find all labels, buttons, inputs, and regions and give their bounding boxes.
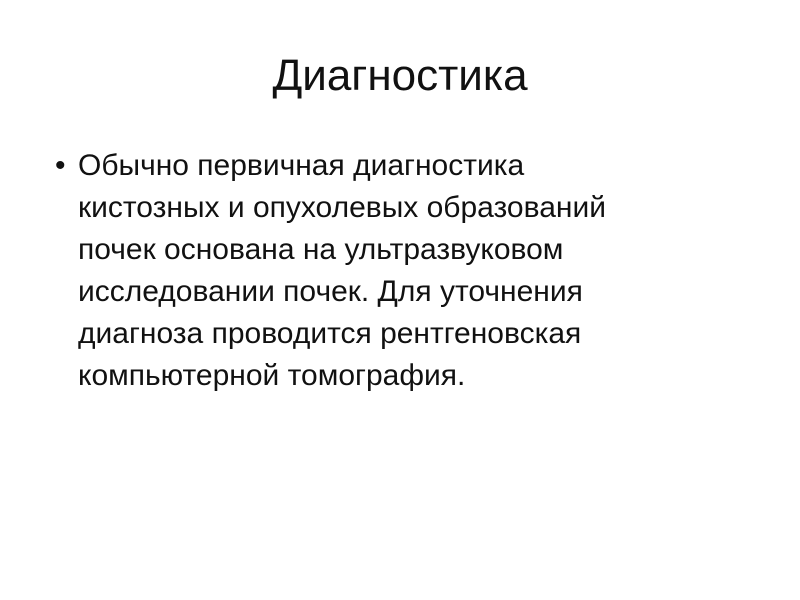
bullet-text-line: исследовании почек. Для уточнения (78, 275, 583, 308)
slide-body (45, 145, 765, 397)
bullet-item (45, 145, 765, 397)
bullet-text-line: Обычно первичная диагностика (78, 149, 525, 182)
slide-title: Диагностика (272, 51, 528, 100)
bullet-text-line: диагноза проводится рентгеновская (78, 317, 582, 350)
bullet-marker: • (55, 149, 66, 182)
bullet-text-line: компьютерной томография. (78, 359, 466, 392)
bullet-text-line: почек основана на ультразвуковом (78, 233, 564, 266)
bullet-text-line: кистозных и опухолевых образований (78, 191, 606, 224)
